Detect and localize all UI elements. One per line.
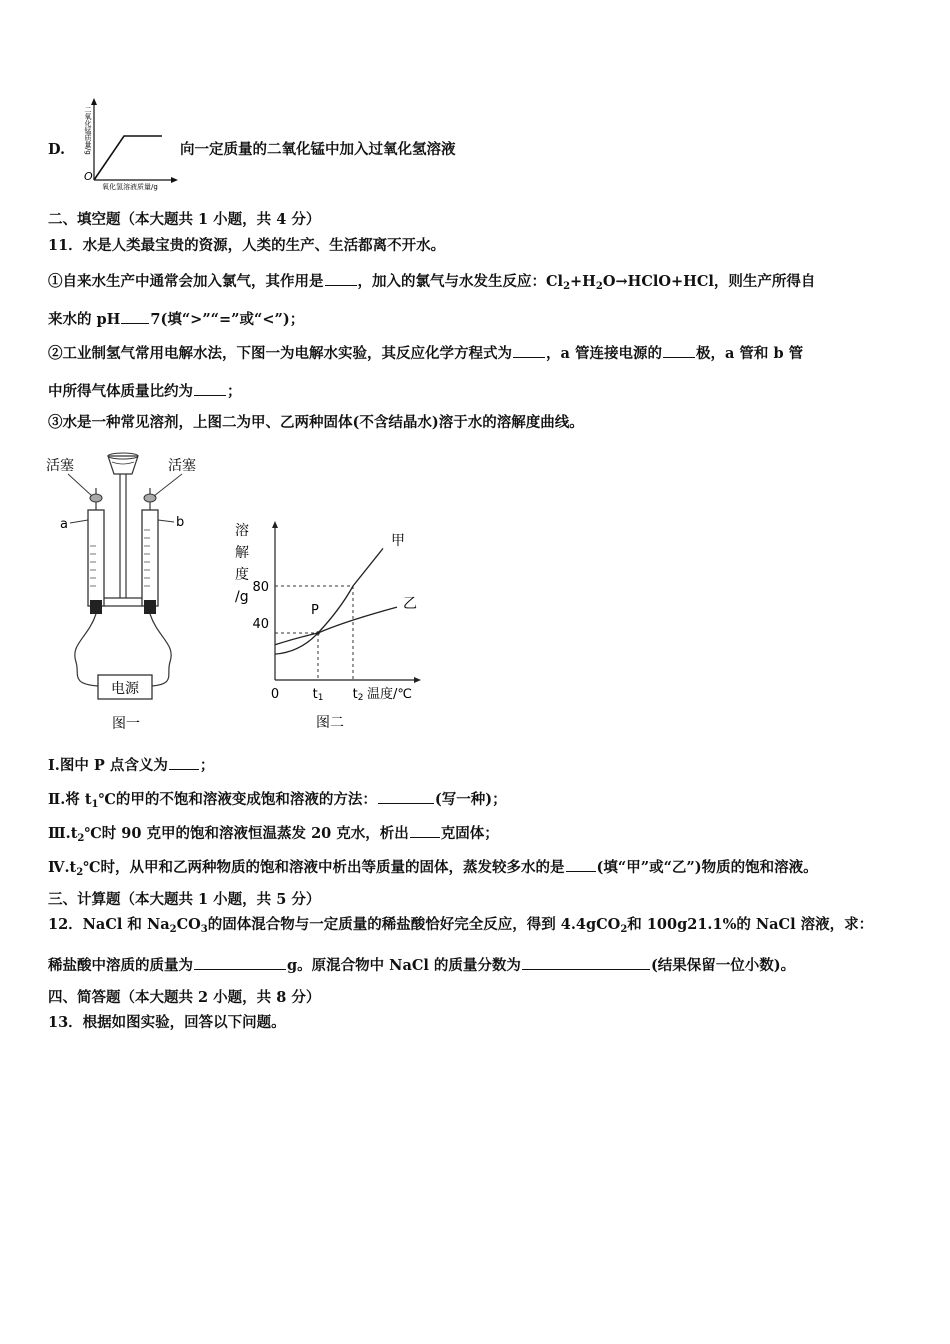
option-d-origin: O <box>84 170 93 183</box>
figure2-x-tick-t1: t1 <box>312 687 324 703</box>
q11-part2-line1: ②工业制氢气常用电解水法，下图一为电解水实验，其反应化学方程式为 ，a 管连接电源的 极，a 管和 b 管 <box>48 342 910 364</box>
q11-subq-II-blank[interactable] <box>378 788 434 804</box>
q11-subq-III-blank[interactable] <box>410 822 440 838</box>
point-p-marker <box>316 631 320 635</box>
figure1-electrolysis <box>40 448 220 738</box>
q12-line1: 12．NaCl 和 $Na_2CO_3$的固体混合物与一定质量的稀盐酸恰好完全反应，得到 4.4gCO$_2$和 100g21.1%的 NaCl 溶液，求： <box>48 916 874 935</box>
figure2-x-tick-t2: t2 <box>352 687 364 703</box>
q11-ph-blank[interactable] <box>121 308 149 324</box>
q11-mass-ratio-blank[interactable] <box>194 380 226 396</box>
option-d-label: D. <box>48 141 66 158</box>
q11-subq-IV-blank[interactable] <box>566 856 596 872</box>
figure2-y-label-char-1: 溶 <box>235 523 249 539</box>
figure2-y-label-char-3: 度 <box>235 567 249 583</box>
section3-heading: 三、计算题（本大题共 1 小题，共 5 分） <box>48 891 321 908</box>
figure2-series-yi-label: 乙 <box>403 596 417 612</box>
figure2-y-label-char-2: 解 <box>235 545 249 561</box>
q11-subq-I: Ⅰ.图中 P 点含义为 ； <box>48 754 910 776</box>
q11-part1-line2: 来水的 pH 7(填“>”“=”或“<”)； <box>48 308 910 330</box>
figure2-y-label-char-4: /g <box>235 589 249 605</box>
figure2-x-tick-0: 0 <box>270 687 280 702</box>
figure2-y-tick-80: 80 <box>252 580 269 595</box>
option-d-x-axis-label: 氧化氢溶液质量/g <box>102 183 158 191</box>
figure2-caption: 图二 <box>316 715 344 731</box>
figure1-caption: 图一 <box>112 716 140 732</box>
q11-equation-blank[interactable] <box>513 342 545 358</box>
section2-heading: 二、填空题（本大题共 1 小题，共 4 分） <box>48 211 321 228</box>
figure1-tube-b-label: b <box>176 515 185 530</box>
q12-hcl-mass-blank[interactable] <box>194 954 286 970</box>
figure1-stopcock-left-label: 活塞 <box>46 458 74 474</box>
q11-stem: 11．水是人类最宝贵的资源，人类的生产、生活都离不开水。 <box>48 237 446 254</box>
figure2-y-tick-40: 40 <box>252 617 269 632</box>
q11-subq-II: Ⅱ.将 $t_1℃$的甲的不饱和溶液变成饱和溶液的方法： (写一种)； <box>48 788 910 815</box>
q11-part1-line1: ①自来水生产中通常会加入氯气，其作用是 ，加入的氯气与水发生反应：$Cl_2+H_2O\to HClO+HCl$，则生产所得自 <box>48 270 910 297</box>
section4-heading: 四、简答题（本大题共 2 小题，共 8 分） <box>48 989 321 1006</box>
option-d-curve <box>94 136 162 180</box>
option-d-text: 向一定质量的二氧化锰中加入过氧化氢溶液 <box>180 141 456 158</box>
q12-line2: 稀盐酸中溶质的质量为 g。原混合物中 NaCl 的质量分数为 (结果保留一位小数)。 <box>48 954 910 976</box>
q11-electrode-blank[interactable] <box>663 342 695 358</box>
figure2-x-label: 温度/℃ <box>367 687 412 702</box>
q13-stem: 13．根据如图实验，回答以下问题。 <box>48 1014 286 1031</box>
q11-part3: ③水是一种常见溶剂，上图二为甲、乙两种固体(不含结晶水)溶于水的溶解度曲线。 <box>48 414 584 431</box>
q11-subq-IV: $Ⅳ.t_2℃$时，从甲和乙两种物质的饱和溶液中析出等质量的固体，蒸发较多水的是 (填“甲”或“乙”)物质的饱和溶液。 <box>48 856 910 883</box>
q11-part2-line2: 中所得气体质量比约为 ； <box>48 380 910 402</box>
series-jia-curve <box>275 548 383 654</box>
figure1-tube-a-label: a <box>60 517 68 532</box>
q11-subq-I-blank[interactable] <box>169 754 199 770</box>
option-d-y-axis-label: 二氧化锰质量/g <box>84 106 92 155</box>
figure2-point-p-label: P <box>311 603 319 618</box>
option-d-graph <box>68 96 183 192</box>
figure2-solubility-chart <box>225 515 430 740</box>
figure2-y-arrow <box>272 521 278 528</box>
figure1-power-label: 电源 <box>111 681 139 697</box>
figure2-x-arrow <box>414 677 421 683</box>
figure1-stopcock-right-label: 活塞 <box>168 458 196 474</box>
figure2-series-jia-label: 甲 <box>391 533 405 549</box>
q11-subq-III: $Ⅲ.t_2℃$时 90 克甲的饱和溶液恒温蒸发 20 克水，析出 克固体； <box>48 822 910 849</box>
q11-chlorine-purpose-blank[interactable] <box>325 270 357 286</box>
q12-nacl-fraction-blank[interactable] <box>522 954 650 970</box>
